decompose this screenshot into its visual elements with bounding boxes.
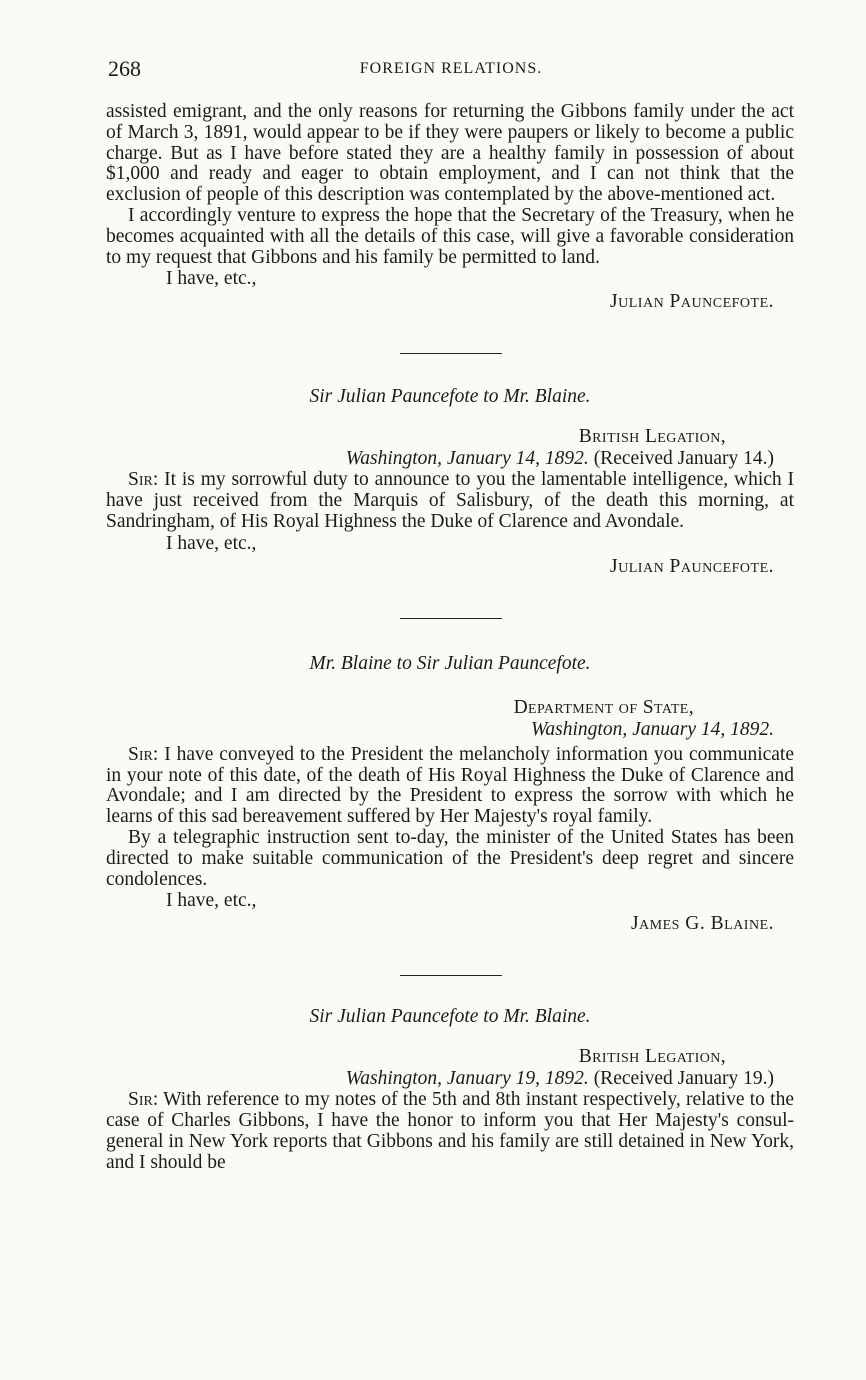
institution: Department of State, — [513, 696, 694, 718]
paragraph: assisted emigrant, and the only reasons for returning the Gibbons family under the act of March 3, 1891, would appear to be if they were paupers or likely to become a public charge. But as I have before stated they are a healthy family in possession of about $1,000 and ready and eager to obtain employment, and I can not think that the exclusion of people of this description was contemplated by the above-mentioned act. — [106, 101, 794, 206]
dateline — [106, 719, 794, 741]
place-date: Washington, January 14, 1892. — [530, 718, 774, 740]
paragraph-text: It is my sorrowful duty to announce to you the lamentable intelligence, which I have just received from the Marquis of Salisbury, of the death this morning, at Sandringham, of His Royal Highness the Duke of Clarence and Avondale. — [106, 469, 794, 532]
section-rule — [400, 618, 502, 619]
closing: I have, etc., — [166, 268, 257, 290]
place-date: Washington, January 19, 1892. — [345, 1068, 589, 1090]
paragraph-text: I have conveyed to the President the melancholy information you communicate in your note of this date, of the death of His Royal Highness the Duke of Clarence and Avondale; and I am directed by the President to express the sorrow with which he learns of this sad bereavement suffered by Her Majesty's royal family. — [106, 743, 795, 828]
letter-heading: Mr. Blaine to Sir Julian Pauncefote. — [309, 652, 591, 674]
salutation: Sir: — [128, 743, 159, 765]
signature: James G. Blaine. — [630, 913, 774, 935]
letter-heading: Sir Julian Pauncefote to Mr. Blaine. — [309, 1006, 591, 1028]
page-body — [106, 102, 794, 1174]
letter-blaine-jan14 — [106, 653, 794, 936]
dateline — [106, 1068, 794, 1090]
dateline — [106, 448, 794, 470]
salutation: Sir: — [128, 469, 159, 491]
page-number: 268 — [108, 56, 141, 81]
received-note: (Received January 19.) — [593, 1068, 774, 1090]
running-head: FOREIGN RELATIONS. — [359, 60, 543, 77]
letter-pauncefote-jan19 — [106, 1006, 794, 1173]
paragraph — [106, 745, 794, 828]
closing: I have, etc., — [166, 532, 257, 554]
received-note: (Received January 14.) — [593, 448, 774, 470]
paragraph-text: With reference to my notes of the 5th and 8th instant respectively, relative to the case of Charles Gibbons, I have the honor to inform you that Her Majesty's consul-general in New York reports that Gibbons and his family are still detained in New York, and I should be — [106, 1089, 794, 1173]
page-header — [108, 56, 794, 86]
signature: Julian Pauncefote. — [610, 291, 774, 313]
section-rule — [400, 353, 502, 354]
salutation: Sir: — [128, 1089, 159, 1111]
intro-letter-continuation — [106, 102, 794, 313]
paragraph: By a telegraphic instruction sent to-day, the minister of the United States has been directed to make suitable communication of the President's deep regret and sincere condolences. — [106, 826, 794, 890]
paragraph — [106, 1090, 794, 1173]
institution: British Legation, — [578, 426, 726, 448]
section-rule — [400, 975, 502, 976]
place-date: Washington, January 14, 1892. — [345, 448, 589, 470]
closing: I have, etc., — [166, 890, 257, 912]
letter-pauncefote-jan14 — [106, 386, 794, 577]
institution: British Legation, — [578, 1046, 726, 1068]
paragraph: I accordingly venture to express the hope that the Secretary of the Treasury, when he becomes acquainted with all the details of this case, will give a favorable consideration to my request that Gibbons and his family be permitted to land. — [106, 204, 794, 268]
paragraph — [106, 470, 794, 532]
signature: Julian Pauncefote. — [610, 555, 774, 577]
letter-heading: Sir Julian Pauncefote to Mr. Blaine. — [309, 386, 591, 408]
